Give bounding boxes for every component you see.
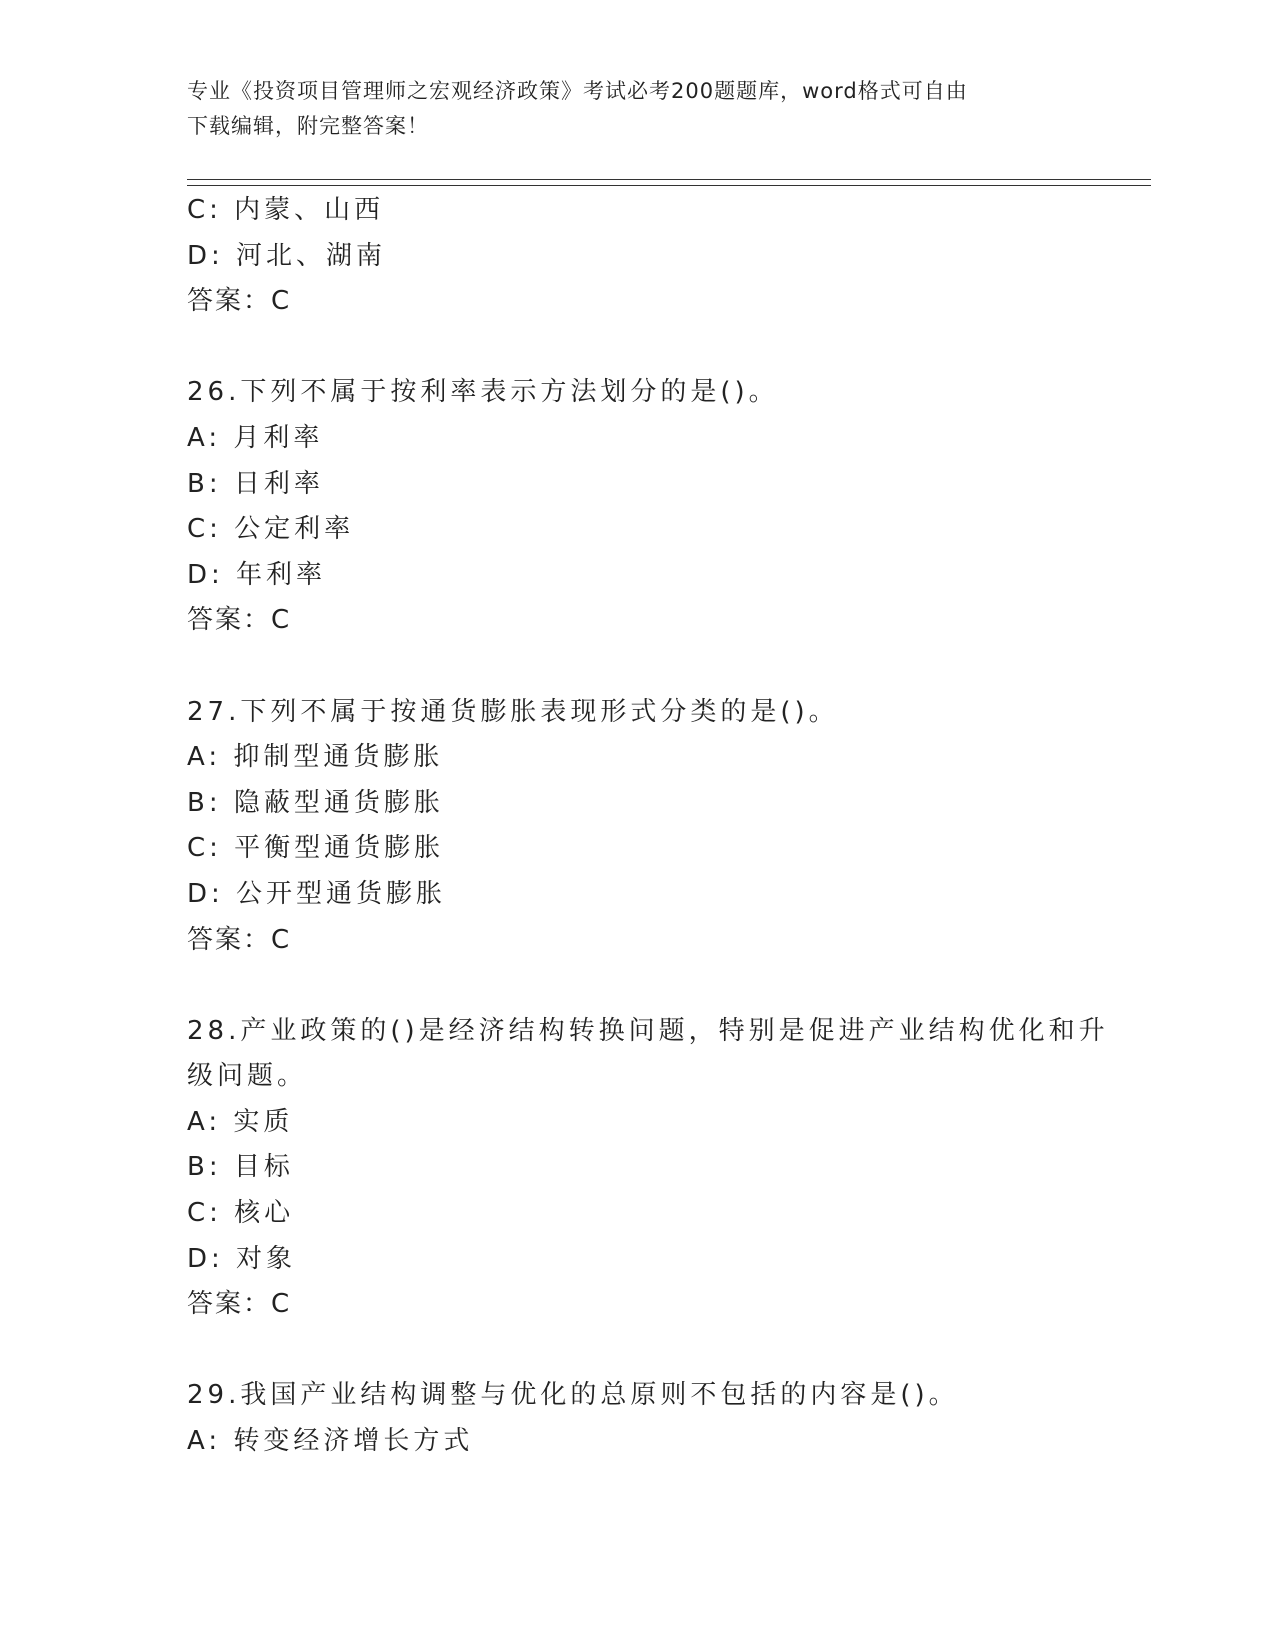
option-a: A: 转变经济增长方式	[187, 1426, 474, 1457]
option-d: D: 河北、湖南	[187, 240, 387, 271]
option-b: B: 目标	[187, 1152, 294, 1183]
option-c: C: 内蒙、山西	[187, 195, 385, 225]
header-divider-bottom	[187, 185, 1151, 186]
document-header	[187, 74, 1077, 144]
spacer	[187, 644, 1087, 690]
header-line-2: 下载编辑，附完整答案！	[187, 114, 429, 138]
header-divider-top	[187, 179, 1151, 180]
question-26	[187, 370, 1087, 644]
question-stem: 29.我国产业结构调整与优化的总原则不包括的内容是()。	[187, 1380, 959, 1411]
option-d: D: 对象	[187, 1243, 297, 1274]
option-c: C: 公定利率	[187, 514, 355, 545]
spacer	[187, 963, 1087, 1009]
question-27	[187, 690, 1087, 964]
spacer	[187, 325, 1087, 371]
option-a: A: 抑制型通货膨胀	[187, 742, 444, 773]
answer-line: 答案：C	[187, 1289, 292, 1320]
option-c: C: 核心	[187, 1198, 295, 1229]
answer-line: 答案：C	[187, 605, 292, 636]
question-list	[187, 188, 1109, 1465]
question-stem: 26.下列不属于按利率表示方法划分的是()。	[187, 377, 779, 408]
option-d: D: 年利率	[187, 559, 327, 590]
answer-line: 答案：C	[187, 924, 292, 955]
question-29	[187, 1373, 1087, 1464]
question-25-continued	[187, 188, 1087, 325]
option-b: B: 日利率	[187, 468, 324, 499]
question-stem: 28.产业政策的()是经济结构转换问题，特别是促进产业结构优化和升	[187, 1015, 1109, 1046]
question-stem-continued: 级问题。	[187, 1061, 308, 1092]
option-c: C: 平衡型通货膨胀	[187, 833, 445, 864]
spacer	[187, 1328, 1087, 1374]
answer-line: 答案：C	[187, 286, 292, 317]
option-b: B: 隐蔽型通货膨胀	[187, 787, 444, 818]
question-28	[187, 1009, 1109, 1328]
option-d: D: 公开型通货膨胀	[187, 878, 447, 909]
question-stem: 27.下列不属于按通货膨胀表现形式分类的是()。	[187, 696, 839, 727]
option-a: A: 实质	[187, 1106, 294, 1137]
header-line-1: 专业《投资项目管理师之宏观经济政策》考试必考200题题库，word格式可自由	[187, 79, 968, 103]
option-a: A: 月利率	[187, 422, 324, 453]
